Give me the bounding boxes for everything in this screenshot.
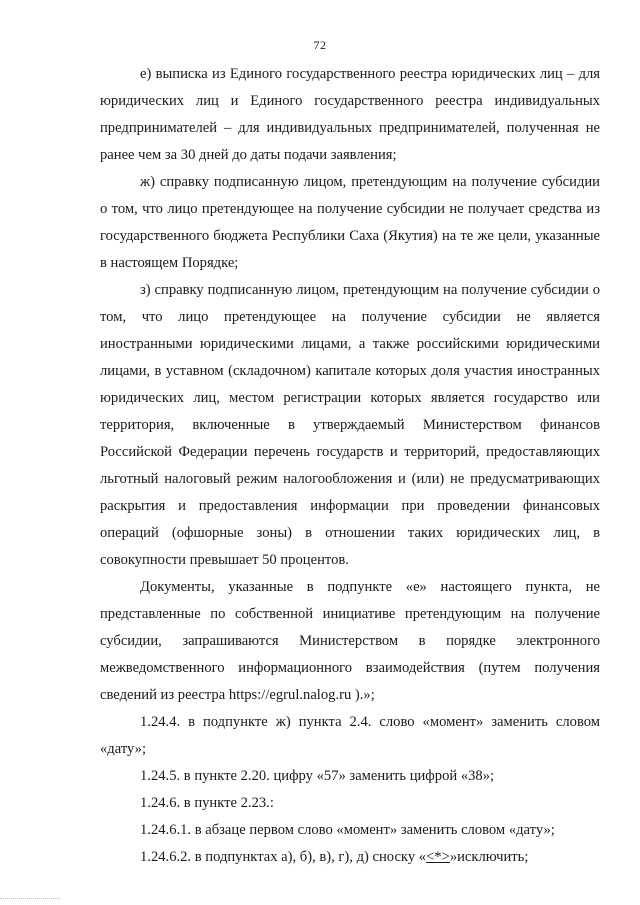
footnote-mark: <*> xyxy=(426,849,450,865)
paragraph-1-24-6: 1.24.6. в пункте 2.23.: xyxy=(140,795,274,811)
last-line-suffix: »исключить; xyxy=(449,849,529,865)
paragraph-1-24-5: 1.24.5. в пункте 2.20. цифру «57» заменить цифрой «38»; xyxy=(140,768,495,784)
paragraph-1-24-6-1: 1.24.6.1. в абзаце первом слово «момент» заменить словом «дату»; xyxy=(140,822,555,838)
paragraph-documents-request: Документы, указанные в подпункте «е» настоящего пункта, не представленные по собственной инициативе претендующим на получение субсидии, запрашиваются Министерством в порядке электронного межведомственного информационного взаимодействия (путем получения сведений из реестра https://egrul.nalog.ru ).»; xyxy=(100,579,600,703)
scan-artifact xyxy=(0,897,60,899)
paragraph-1-24-4: 1.24.4. в подпункте ж) пункта 2.4. слово «момент» заменить словом «дату»; xyxy=(100,714,600,757)
paragraph-1-24-6-2 xyxy=(100,844,600,871)
paragraph-z-certificate: з) справку подписанную лицом, претендующим на получение субсидии о том, что лицо претендующее на получение субсидии не является иностранными юридическими лицами, а также российскими юридическими лицами, в уставном (складочном) капитале которых доля участия иностранных юридических лиц, местом регистрации которых является государство или территория, включенные в утверждаемый Министерством финансов Российской Федерации перечень государств и территорий, предоставляющих льготный налоговый режим налогообложения и (или) не предусматривающих раскрытия и предоставления информации при проведении финансовых операций (офшорные зоны) в отношении таких юридических лиц, в совокупности превышает 50 процентов. xyxy=(100,282,600,568)
last-line-prefix: 1.24.6.2. в подпунктах а), б), в), г), д) сноску « xyxy=(140,849,427,865)
document-body xyxy=(100,61,600,871)
paragraph-e-extract: е) выписка из Единого государственного реестра юридических лиц – для юридических лиц и Единого государственного реестра индивидуальных предпринимателей – для индивидуальных предпринимателей, полученная не ранее чем за 30 дней до даты подачи заявления; xyxy=(100,66,600,163)
page-number: 72 xyxy=(313,38,327,52)
paragraph-zh-certificate: ж) справку подписанную лицом, претендующим на получение субсидии о том, что лицо претендующее на получение субсидии не получает средства из государственного бюджета Республики Саха (Якутия) на те же цели, указанные в настоящем Порядке; xyxy=(100,174,600,271)
